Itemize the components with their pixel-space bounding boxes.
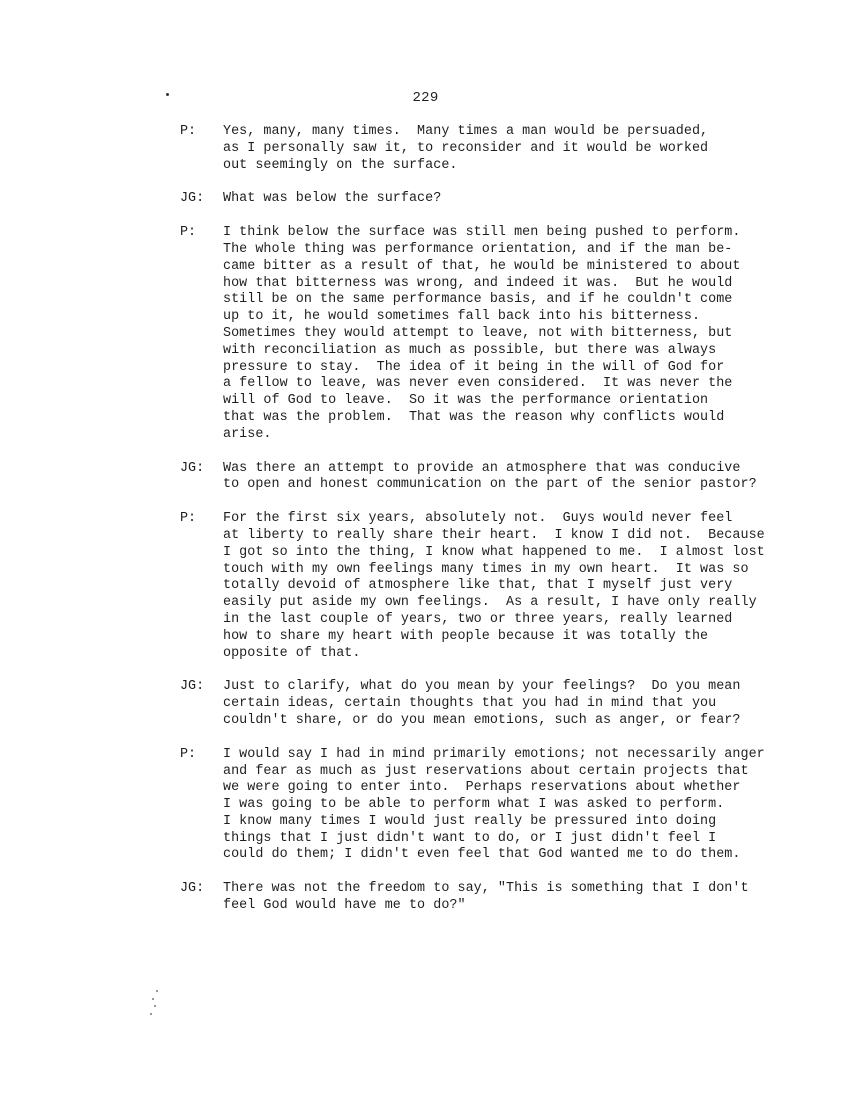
speaker-label: P:: [180, 511, 197, 527]
speaker-text: Was there an attempt to provide an atmosphere that was conducive to open and honest communication on the part of the senior pastor?: [223, 460, 757, 493]
transcript-entry: [180, 747, 830, 865]
transcript-entry: [180, 679, 830, 729]
speaker-label: P:: [180, 746, 197, 762]
transcript-entry: [180, 881, 830, 915]
speaker-text: Just to clarify, what do you mean by your feelings? Do you mean certain ideas, certain thoughts that you had in mind that you couldn't share, or do you mean emotions, such as anger, or fear?: [223, 679, 741, 728]
scan-smudge: [148, 990, 162, 1020]
speaker-label: JG:: [180, 679, 205, 695]
speaker-label: JG:: [180, 881, 205, 897]
transcript-entry: [180, 124, 830, 174]
speaker-text: For the first six years, absolutely not. Guys would never feel at liberty to really share their heart. I know I did not. Because I got so into the thing, I know what happened to me. I almost lost touch with my own feelings many times in my own heart. It was so totally devoid of atmosphere like that, that I myself just very easily put aside my own feelings. As a result, I have only really in the last couple of years, two or three years, really learned how to share my heart with people because it was totally the opposite of that.: [223, 511, 765, 661]
speaker-text: There was not the freedom to say, "This is something that I don't feel God would have me to do?": [223, 881, 749, 914]
speaker-text: I would say I had in mind primarily emotions; not necessarily anger and fear as much as just reservations about certain projects that we were going to enter into. Perhaps reservations about whether I was going to be able to perform what I was asked to perform. I know many times I would just really be pressured into doing things that I just didn't want to do, or I just didn't feel I could do them; I didn't even feel that God wanted me to do them.: [223, 746, 765, 863]
speaker-label: P:: [180, 124, 197, 139]
speaker-label: JG:: [180, 460, 205, 476]
transcript-entry: [180, 461, 830, 495]
speaker-text: I think below the surface was still men being pushed to perform. The whole thing was performance orientation, and if the man be- came bitter as a result of that, he would be ministered to about how that bitterness was wrong, and indeed it was. But he would still be on the same performance basis, and if he couldn't come up to it, he would sometimes fall back into his bitterness. Sometimes they would attempt to leave, not with bitterness, but with reconciliation as much as possible, but there was always pressure to stay. The idea of it being in the will of God for a fellow to leave, was never even considered. It was never the will of God to leave. So it was the performance orientation that was the problem. That was the reason why conflicts would arise.: [223, 225, 741, 442]
speaker-label: P:: [180, 225, 197, 241]
speaker-text: What was below the surface?: [223, 191, 442, 207]
page-number: 229: [412, 90, 439, 106]
speaker-text: Yes, many, many times. Many times a man would be persuaded, as I personally saw it, to reconsider and it would be worked out seemingly on the surface.: [223, 124, 709, 173]
transcript-entry: [180, 225, 830, 443]
transcript-entry: [180, 511, 830, 662]
transcript-entry: [180, 191, 830, 208]
speaker-label: JG:: [180, 191, 205, 207]
interview-transcript: [180, 124, 830, 932]
